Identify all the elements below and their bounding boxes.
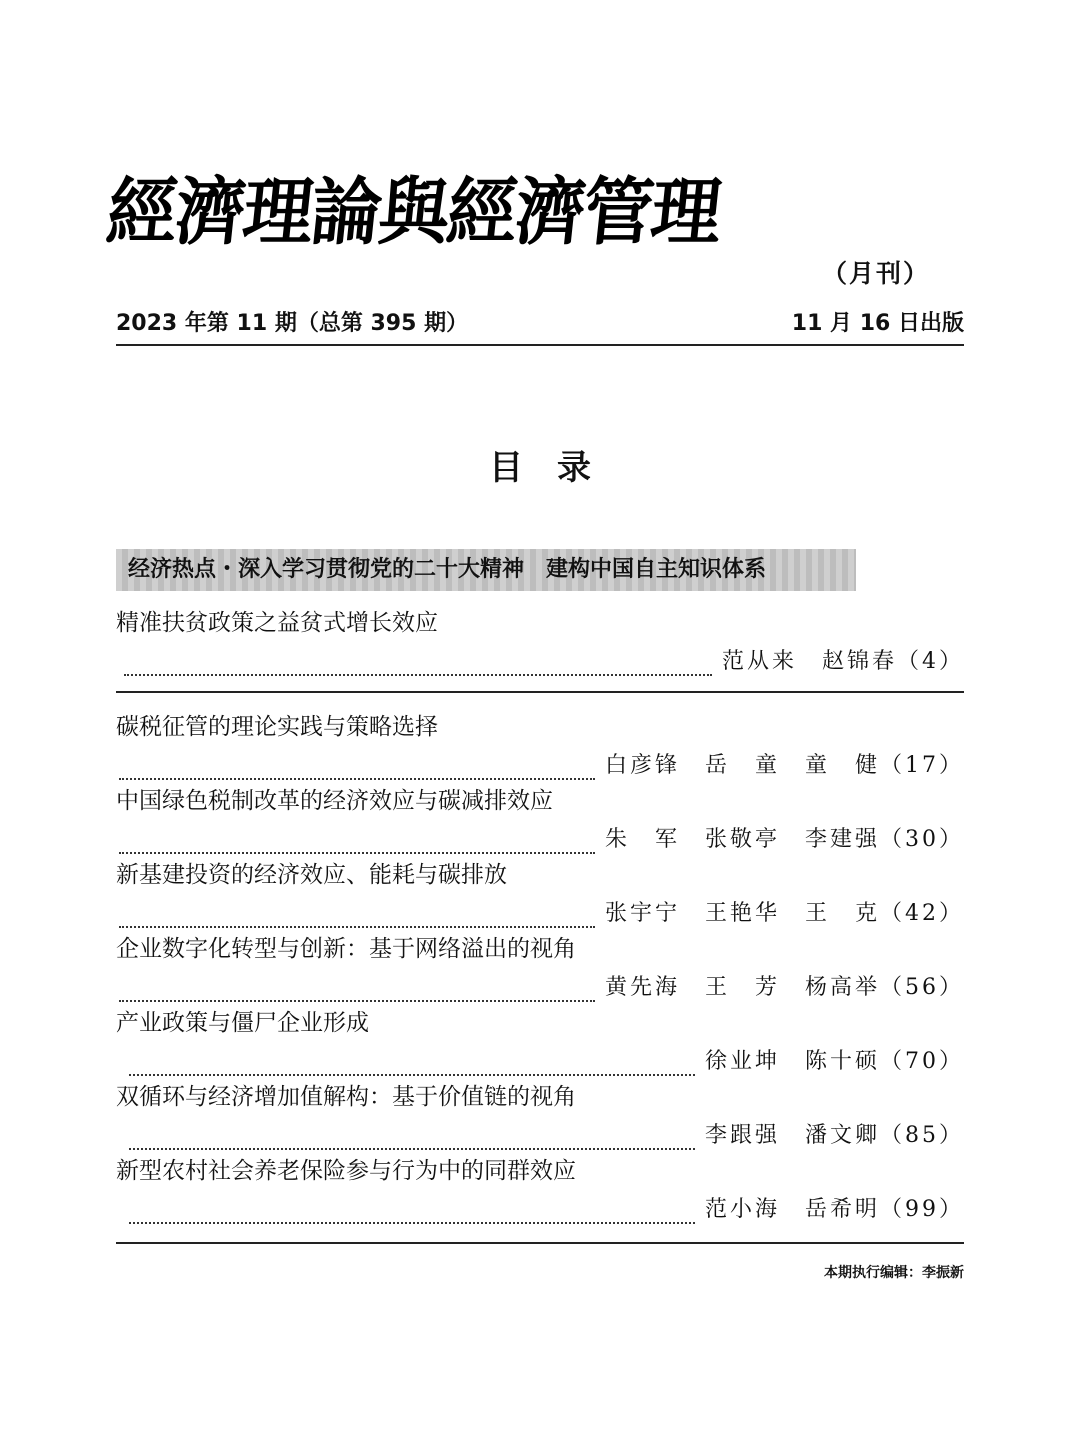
toc-entry[interactable]	[116, 1008, 964, 1078]
dot-leader	[129, 1054, 695, 1076]
dot-leader	[119, 906, 595, 928]
journal-title: 經濟理論與經濟管理	[102, 168, 725, 256]
entry-title[interactable]: 企业数字化转型与创新：基于网络溢出的视角	[116, 936, 576, 962]
toc-entry[interactable]	[116, 1082, 964, 1152]
dot-leader	[129, 1128, 695, 1150]
dot-leader	[129, 1202, 695, 1224]
entry-author-line	[119, 750, 964, 780]
entry-title[interactable]: 碳税征管的理论实践与策略选择	[116, 714, 438, 740]
dot-leader	[119, 758, 595, 780]
section-banner-part2: 建构中国自主知识体系	[546, 557, 767, 582]
toc-entry[interactable]	[116, 786, 964, 856]
entry-title[interactable]: 产业政策与僵尸企业形成	[116, 1010, 369, 1036]
entry-authors: 徐业坤 陈十硕（70）	[705, 1049, 964, 1074]
entry-authors: 李跟强 潘文卿（85）	[705, 1123, 964, 1148]
publication-frequency: （月刊）	[821, 259, 930, 288]
toc-entry[interactable]	[116, 712, 964, 782]
entry-authors: 黄先海 王 芳 杨高举（56）	[605, 975, 964, 1000]
toc-entry[interactable]	[116, 608, 964, 678]
entry-author-line	[129, 1120, 964, 1150]
section-divider	[116, 691, 964, 693]
entry-authors: 朱 军 张敬亭 李建强（30）	[605, 827, 964, 852]
entry-title[interactable]: 精准扶贫政策之益贫式增长效应	[116, 610, 438, 636]
dot-leader	[124, 654, 712, 676]
publication-date: 11 月 16 日出版	[791, 311, 964, 336]
entry-title[interactable]: 中国绿色税制改革的经济效应与碳减排效应	[116, 788, 553, 814]
entry-title[interactable]: 双循环与经济增加值解构：基于价值链的视角	[116, 1084, 576, 1110]
toc-entry[interactable]	[116, 934, 964, 1004]
entry-author-line	[129, 1046, 964, 1076]
toc-entry[interactable]	[116, 860, 964, 930]
toc-title: 目录	[489, 448, 625, 488]
dot-leader	[119, 980, 595, 1002]
entry-authors: 范从来 赵锦春（4）	[722, 649, 964, 674]
header-rule	[116, 344, 964, 346]
section-banner	[116, 549, 856, 591]
section-banner-part1: 经济热点・深入学习贯彻党的二十大精神	[128, 557, 525, 582]
executive-editor: 本期执行编辑：李振新	[824, 1265, 964, 1281]
entry-title[interactable]: 新基建投资的经济效应、能耗与碳排放	[116, 862, 507, 888]
entry-title[interactable]: 新型农村社会养老保险参与行为中的同群效应	[116, 1158, 576, 1184]
entry-authors: 张宇宁 王艳华 王 克（42）	[605, 901, 964, 926]
dot-leader	[119, 832, 595, 854]
entry-author-line	[119, 898, 964, 928]
journal-masthead	[102, 160, 752, 260]
issue-number: 2023 年第 11 期（总第 395 期）	[116, 311, 469, 336]
toc-entry[interactable]	[116, 1156, 964, 1226]
entry-author-line	[124, 646, 964, 676]
entry-author-line	[119, 972, 964, 1002]
issue-info-row	[116, 300, 964, 340]
footer-rule	[116, 1242, 964, 1244]
entry-author-line	[129, 1194, 964, 1224]
entry-authors: 白彦锋 岳 童 童 健（17）	[605, 753, 964, 778]
entry-authors: 范小海 岳希明（99）	[705, 1197, 964, 1222]
entry-author-line	[119, 824, 964, 854]
